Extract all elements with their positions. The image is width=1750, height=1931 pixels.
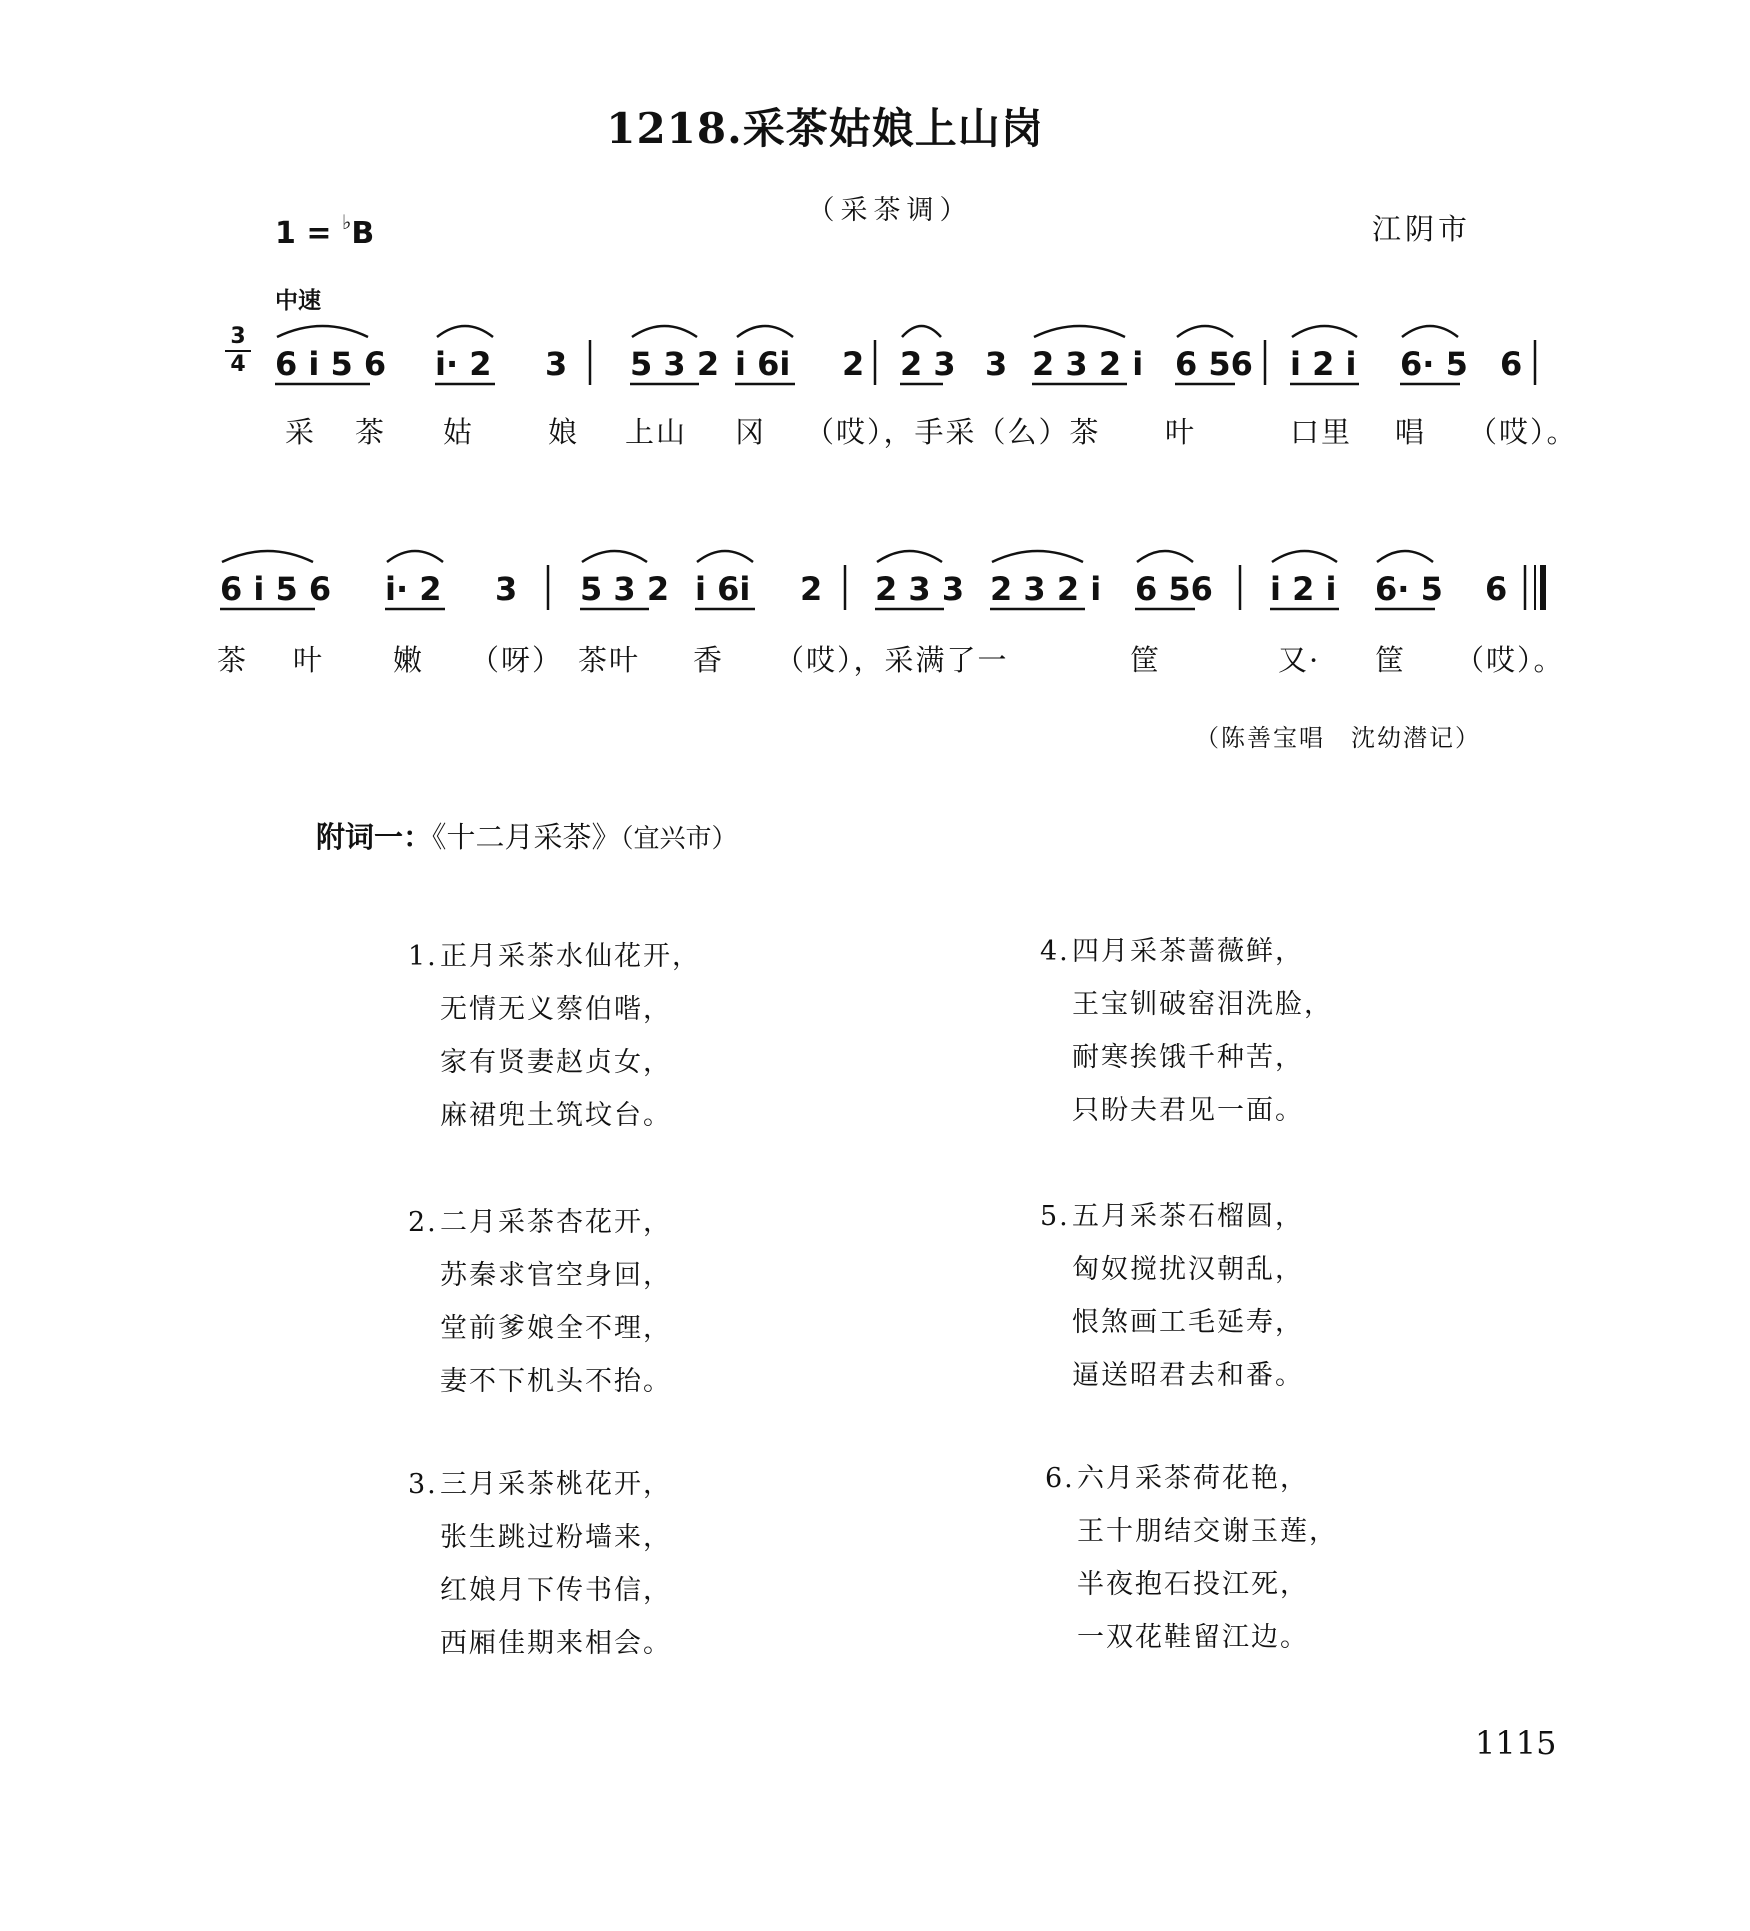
verse-line: 耐寒挨饿千种苦， [1072,1042,1304,1073]
appendix-name: 《十二月采茶》 [432,820,621,854]
lyric-syllable: 茶 [217,643,249,677]
note-group: i 2 i [1270,570,1337,608]
slur-mark [632,326,697,337]
note-group: i 6i [695,570,751,608]
verse-line: 王宝钏破窑泪洗脸， [1072,989,1333,1020]
note-group: i· 2 [435,345,492,383]
lyric-syllable: 筐 [1375,643,1407,677]
note-group: 2 3 3 [875,570,965,608]
flat-sign: ♭ [341,210,352,234]
lyric-syllable: 姑 [443,415,475,449]
lyric-syllable: 唱 [1395,415,1427,449]
verse-block [1040,925,1333,1137]
slur-mark [222,551,313,562]
verse-line: 四月采茶蔷薇鲜， [1072,936,1304,967]
slur-mark [737,326,793,337]
lyric-syllable: 叶 [1165,415,1197,449]
note-group: 2 [800,570,823,608]
verse-number: 5. [1040,1201,1070,1232]
lyric-syllable: （哎），采满了一 [775,643,1009,677]
note-group: i 6i [735,345,791,383]
verse-line: 五月采茶石榴圆， [1072,1201,1304,1232]
lyric-syllable: （呀） [470,643,564,677]
verse-line: 西厢佳期来相会。 [440,1628,672,1659]
verse-block [408,930,701,1142]
page-number: 1115 [1475,1724,1557,1762]
slur-mark [582,551,647,562]
verse-line: 一双花鞋留江边。 [1077,1622,1309,1653]
verse-line: 正月采茶水仙花开， [440,941,701,972]
note-group: 6 [1485,570,1508,608]
lyric-syllable: 茶叶 [578,643,641,677]
slur-mark [877,551,942,562]
verse-line: 苏秦求官空身回， [440,1260,672,1291]
lyric-line-2 [0,638,1750,678]
song-title: 1218.采茶姑娘上山岗 [606,104,1044,153]
verse-line: 王十朋结交谢玉莲， [1077,1516,1338,1547]
slur-mark [1034,326,1125,337]
note-group: 2 3 2 i [1032,345,1144,383]
slur-mark [437,326,493,337]
note-group: i 2 i [1290,345,1357,383]
slur-mark [387,551,443,562]
appendix-title [316,815,738,856]
performer-credit: （陈善宝唱 沈幼潜记） [1195,724,1481,752]
verse-block [1040,1190,1304,1402]
tempo-marking: 中速 [275,288,321,314]
verse-line: 妻不下机头不抬。 [440,1366,672,1397]
slur-mark [1272,551,1337,562]
note-group: 6· 5 [1400,345,1468,383]
slur-mark [277,326,368,337]
note-group: 6· 5 [1375,570,1443,608]
key-signature [275,210,374,251]
note-group: 3 [985,345,1008,383]
lyric-syllable: 嫩 [393,643,425,677]
song-subtitle: （采茶调） [807,195,973,226]
lyric-syllable: 娘 [548,415,580,449]
slur-mark [1292,326,1357,337]
time-signature-top: 3 [230,324,246,349]
lyric-syllable: 冈 [735,415,767,449]
appendix-place: （宜兴市） [620,824,738,854]
verse-number: 6. [1045,1463,1075,1494]
note-group: 6 i 5 6 [220,570,332,608]
verse-line: 三月采茶桃花开， [440,1469,672,1500]
verse-line: 二月采茶杏花开， [440,1207,672,1238]
lyric-syllable: 采 [285,415,317,449]
verse-line: 匈奴搅扰汉朝乱， [1072,1254,1304,1285]
verse-block [408,1196,672,1408]
verse-line: 半夜抱石投江死， [1077,1569,1309,1600]
note-group: 6 56 [1175,345,1253,383]
appendix-label: 附词一： [316,820,433,854]
verse-line: 堂前爹娘全不理， [440,1313,672,1344]
verse-line: 红娘月下传书信， [440,1575,672,1606]
lyric-syllable: 筐 [1130,643,1162,677]
verse-line: 只盼夫君见一面。 [1072,1095,1304,1126]
lyric-syllable: （哎）。 [1455,643,1565,677]
slur-mark [992,551,1083,562]
slur-mark [1402,326,1458,337]
verse-line: 家有贤妻赵贞女， [440,1047,672,1078]
lyric-syllable: 香 [693,643,725,677]
lyric-syllable: 叶 [293,643,325,677]
verse-line: 张生跳过粉墙来， [440,1522,672,1553]
note-group: 3 [495,570,518,608]
slur-mark [1137,551,1193,562]
note-group: 2 3 2 i [990,570,1102,608]
verse-line: 逼送昭君去和番。 [1072,1360,1304,1391]
lyric-syllable: 茶 [355,415,387,449]
lyric-syllable: 上山 [625,415,688,449]
note-group: i· 2 [385,570,442,608]
note-group: 3 [545,345,568,383]
slur-mark [1177,326,1233,337]
verse-line: 无情无义蔡伯喈， [440,994,672,1025]
key-note: B [351,216,375,251]
note-group: 5 3 2 [580,570,670,608]
lyric-syllable: 又· [1278,643,1321,677]
verse-block [1045,1452,1338,1664]
verse-number: 4. [1040,936,1070,967]
slur-mark [697,551,753,562]
lyric-syllable: （哎），手采（么）茶 [805,415,1101,449]
note-group: 6 i 5 6 [275,345,387,383]
verse-line: 六月采茶荷花艳， [1077,1463,1309,1494]
note-group: 2 [842,345,865,383]
note-group: 6 [1500,345,1523,383]
verse-line: 麻裙兜土筑坟台。 [440,1100,672,1131]
slur-mark [1377,551,1433,562]
verse-number: 2. [408,1207,438,1238]
lyric-syllable: （哎）。 [1468,415,1578,449]
key-prefix: 1 = [275,216,342,251]
note-group: 2 3 [900,345,956,383]
lyric-line-1 [0,410,1750,450]
note-group: 6 56 [1135,570,1213,608]
verse-block [408,1458,672,1670]
time-signature-bottom: 4 [230,352,246,377]
note-group: 5 3 2 [630,345,720,383]
slur-mark [902,326,941,337]
origin-place: 江阴市 [1372,212,1472,246]
lyric-syllable: 口里 [1290,415,1353,449]
verse-number: 3. [408,1469,438,1500]
verse-number: 1. [408,941,438,972]
verse-line: 恨煞画工毛延寿， [1072,1307,1304,1338]
